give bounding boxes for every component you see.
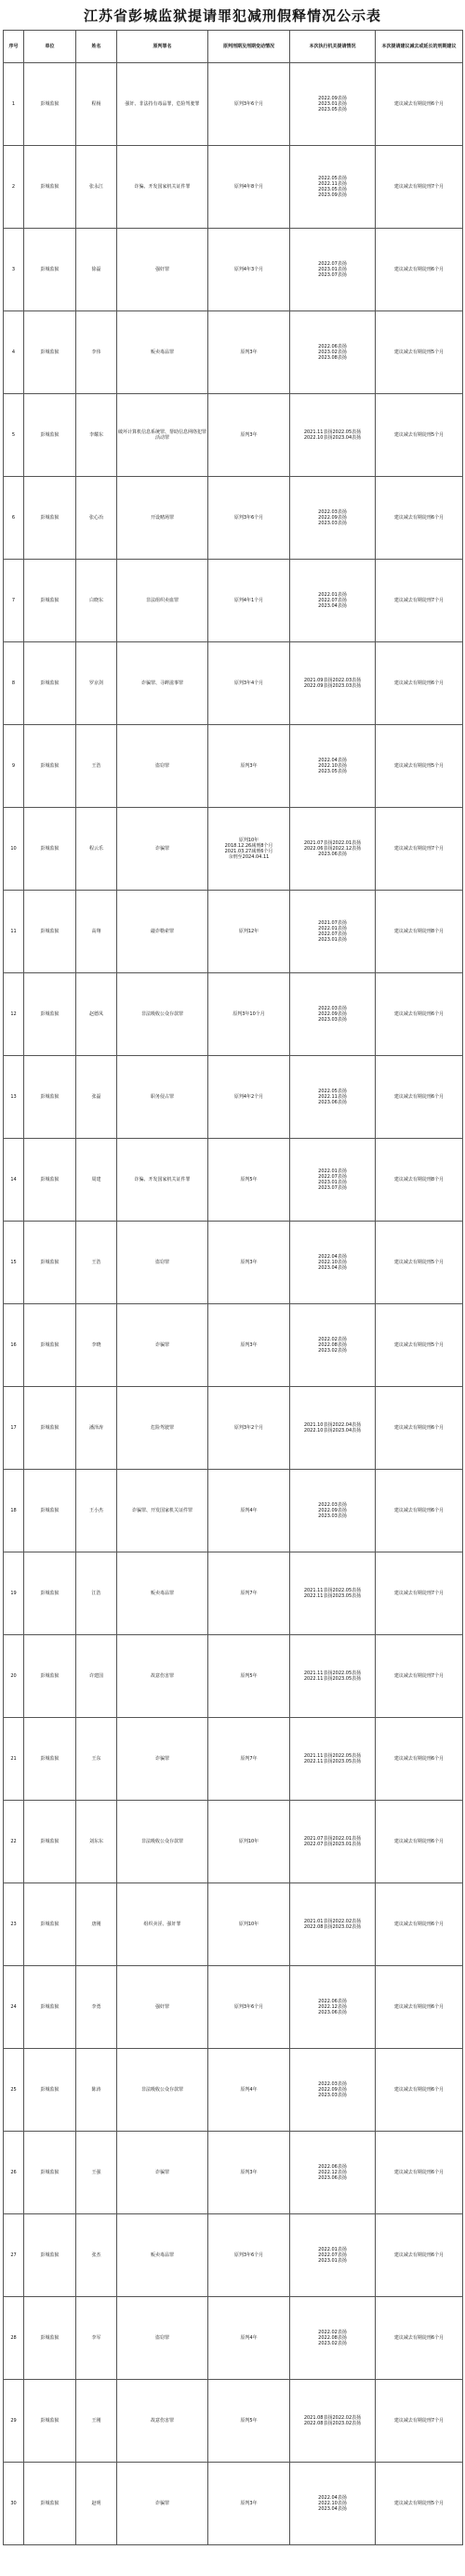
cell-index: 14	[4, 1139, 24, 1222]
cell-unit: 彭城监狱	[24, 63, 76, 146]
cell-name: 赵德凤	[76, 973, 117, 1056]
cell-unit: 彭城监狱	[24, 1883, 76, 1966]
cell-name: 张心冶	[76, 477, 117, 560]
cell-crime: 危险驾驶罪	[117, 1387, 208, 1470]
cell-sentence: 原判4年	[208, 2049, 290, 2132]
cell-suggestion: 建议减去有期徒刑5个月	[376, 725, 463, 808]
cell-crime: 诈骗罪	[117, 1304, 208, 1387]
cell-suggestion: 建议减去有期徒刑5个月	[376, 1222, 463, 1304]
cell-unit: 彭城监狱	[24, 560, 76, 642]
cell-crime: 诈骗、开发国家机关证件罪	[117, 146, 208, 229]
cell-index: 11	[4, 891, 24, 973]
cell-execution: 2022.06表扬 2023.02表扬 2023.08表扬	[290, 311, 376, 394]
cell-crime: 职务侵占罪	[117, 1056, 208, 1139]
cell-index: 30	[4, 2463, 24, 2545]
cell-unit: 彭城监狱	[24, 1801, 76, 1883]
table-row	[4, 2214, 463, 2297]
table-row	[4, 2463, 463, 2545]
cell-name: 高翔	[76, 891, 117, 973]
cell-suggestion: 建议减去有期徒刑6个月	[376, 1801, 463, 1883]
cell-crime: 故意伤害罪	[117, 1635, 208, 1718]
cell-name: 李晓	[76, 1304, 117, 1387]
cell-suggestion: 建议减去有期徒刑6个月	[376, 1470, 463, 1552]
cell-crime: 盗窃罪	[117, 725, 208, 808]
cell-execution: 2021.11表扬2022.05表扬 2022.11表扬2023.05表扬	[290, 1635, 376, 1718]
page-title: 江苏省彭城监狱提请罪犯减刑假释情况公示表	[83, 7, 381, 24]
cell-crime: 贩卖毒品罪	[117, 1552, 208, 1635]
cell-sentence: 原判7年	[208, 1552, 290, 1635]
cell-name: 王东	[76, 1718, 117, 1801]
cell-suggestion: 建议减去有期徒刑6个月	[376, 63, 463, 146]
cell-suggestion: 建议减去有期徒刑6个月	[376, 2214, 463, 2297]
cell-crime: 诈骗罪	[117, 808, 208, 891]
table-body	[4, 63, 463, 2545]
cell-name: 王强	[76, 2132, 117, 2214]
cell-index: 24	[4, 1966, 24, 2049]
cell-unit: 彭城监狱	[24, 1718, 76, 1801]
cell-unit: 彭城监狱	[24, 1056, 76, 1139]
cell-sentence: 原判3年	[208, 394, 290, 477]
cell-crime: 强奸罪	[117, 229, 208, 311]
cell-index: 3	[4, 229, 24, 311]
cell-name: 李勇	[76, 1966, 117, 2049]
cell-suggestion: 建议减去有期徒刑5个月	[376, 311, 463, 394]
table-row	[4, 146, 463, 229]
cell-execution: 2022.03表扬 2022.09表扬 2023.03表扬	[290, 477, 376, 560]
cell-sentence: 原判4年8个月	[208, 146, 290, 229]
cell-suggestion: 建议减去有期徒刑7个月	[376, 2380, 463, 2463]
cell-index: 23	[4, 1883, 24, 1966]
cell-crime: 破坏计算机信息系统罪、帮助信息网络犯罪活动罪	[117, 394, 208, 477]
cell-index: 21	[4, 1718, 24, 1801]
cell-suggestion: 建议减去有期徒刑7个月	[376, 1552, 463, 1635]
cell-suggestion: 建议减去有期徒刑5个月	[376, 2463, 463, 2545]
cell-unit: 彭城监狱	[24, 1222, 76, 1304]
cell-sentence: 原判3年	[208, 1304, 290, 1387]
cell-sentence: 原判4年1个月	[208, 560, 290, 642]
cell-unit: 彭城监狱	[24, 2297, 76, 2380]
table-row	[4, 642, 463, 725]
cell-unit: 彭城监狱	[24, 477, 76, 560]
cell-unit: 彭城监狱	[24, 808, 76, 891]
cell-suggestion: 建议减去有期徒刑7个月	[376, 1635, 463, 1718]
cell-index: 27	[4, 2214, 24, 2297]
cell-unit: 彭城监狱	[24, 2380, 76, 2463]
cell-execution: 2022.03表扬 2022.09表扬 2023.03表扬	[290, 973, 376, 1056]
cell-sentence: 原判3年6个月	[208, 477, 290, 560]
cell-execution: 2021.11表扬2022.05表扬 2022.11表扬2023.05表扬	[290, 1718, 376, 1801]
cell-name: 李耀东	[76, 394, 117, 477]
cell-sentence: 原判10年	[208, 1883, 290, 1966]
cell-crime: 诈骗罪	[117, 1718, 208, 1801]
cell-execution: 2021.07表扬2022.01表扬 2022.07表扬2023.01表扬	[290, 1801, 376, 1883]
cell-suggestion: 建议减去有期徒刑6个月	[376, 2049, 463, 2132]
cell-sentence: 原判5年	[208, 2380, 290, 2463]
cell-index: 29	[4, 2380, 24, 2463]
cell-unit: 彭城监狱	[24, 146, 76, 229]
cell-sentence: 原判12年	[208, 891, 290, 973]
cell-crime: 非法吸收公众存款罪	[117, 1801, 208, 1883]
cell-name: 白晓东	[76, 560, 117, 642]
cell-suggestion: 建议减去有期徒刑6个月	[376, 2297, 463, 2380]
cell-sentence: 原判3年	[208, 725, 290, 808]
cell-crime: 敲诈勒索罪	[117, 891, 208, 973]
table-row	[4, 1222, 463, 1304]
cell-crime: 诈骗罪	[117, 2132, 208, 2214]
cell-sentence: 原判5年	[208, 1635, 290, 1718]
cell-unit: 彭城监狱	[24, 2049, 76, 2132]
cell-execution: 2022.01表扬 2022.07表扬 2023.01表扬	[290, 2214, 376, 2297]
cell-crime: 贩卖毒品罪	[117, 2214, 208, 2297]
table-row	[4, 63, 463, 146]
cell-execution: 2021.08表扬2022.02表扬 2022.08表扬2023.02表扬	[290, 2380, 376, 2463]
cell-sentence: 原判3年	[208, 1222, 290, 1304]
cell-execution: 2022.04表扬 2022.10表扬 2023.04表扬	[290, 2463, 376, 2545]
cell-crime: 贩卖毒品罪	[117, 311, 208, 394]
cell-index: 12	[4, 973, 24, 1056]
cell-execution: 2022.05表扬 2022.11表扬 2023.05表扬 2023.09表扬	[290, 146, 376, 229]
cell-index: 8	[4, 642, 24, 725]
cell-name: 王浩	[76, 725, 117, 808]
table-row	[4, 1387, 463, 1470]
table-row	[4, 1470, 463, 1552]
table-row	[4, 229, 463, 311]
cell-execution: 2022.09表扬 2023.01表扬 2023.05表扬	[290, 63, 376, 146]
cell-unit: 彭城监狱	[24, 973, 76, 1056]
cell-index: 1	[4, 63, 24, 146]
table-row	[4, 394, 463, 477]
header-unit: 单位	[24, 31, 76, 63]
cell-suggestion: 建议减去有期徒刑6个月	[376, 1883, 463, 1966]
cell-sentence: 原判3年	[208, 311, 290, 394]
cell-index: 18	[4, 1470, 24, 1552]
table-row	[4, 725, 463, 808]
table-row	[4, 2132, 463, 2214]
cell-unit: 彭城监狱	[24, 891, 76, 973]
cell-name: 许建国	[76, 1635, 117, 1718]
cell-name: 张磊	[76, 1056, 117, 1139]
cell-crime: 盗窃罪	[117, 2297, 208, 2380]
cell-name: 徐磊	[76, 229, 117, 311]
cell-suggestion: 建议减去有期徒刑6个月	[376, 229, 463, 311]
cell-sentence: 原判5年	[208, 1139, 290, 1222]
cell-crime: 强奸罪	[117, 1966, 208, 2049]
cell-unit: 彭城监狱	[24, 229, 76, 311]
header-index: 序号	[4, 31, 24, 63]
table-row	[4, 891, 463, 973]
cell-index: 5	[4, 394, 24, 477]
cell-crime: 盗窃罪	[117, 1222, 208, 1304]
cell-execution: 2022.06表扬 2022.12表扬 2023.06表扬	[290, 2132, 376, 2214]
cell-execution: 2021.11表扬2022.05表扬 2022.11表扬2023.05表扬	[290, 1552, 376, 1635]
cell-suggestion: 建议减去有期徒刑5个月	[376, 1304, 463, 1387]
cell-crime: 非法吸收公众存款罪	[117, 2049, 208, 2132]
cell-suggestion: 建议减去有期徒刑6个月	[376, 642, 463, 725]
cell-unit: 彭城监狱	[24, 1966, 76, 2049]
cell-name: 唐刚	[76, 1883, 117, 1966]
cell-unit: 彭城监狱	[24, 2463, 76, 2545]
cell-execution: 2022.04表扬 2022.10表扬 2023.04表扬	[290, 1222, 376, 1304]
cell-name: 王小杰	[76, 1470, 117, 1552]
cell-suggestion: 建议减去有期徒刑6个月	[376, 1718, 463, 1801]
cell-unit: 彭城监狱	[24, 1470, 76, 1552]
cell-name: 李伟	[76, 311, 117, 394]
cell-sentence: 原判4年	[208, 1470, 290, 1552]
table-row	[4, 311, 463, 394]
cell-execution: 2022.03表扬 2022.09表扬 2023.03表扬	[290, 2049, 376, 2132]
cell-index: 22	[4, 1801, 24, 1883]
cell-name: 张永江	[76, 146, 117, 229]
cell-execution: 2022.02表扬 2022.08表扬 2023.02表扬	[290, 1304, 376, 1387]
cell-index: 13	[4, 1056, 24, 1139]
cell-unit: 彭城监狱	[24, 2214, 76, 2297]
table-row	[4, 1304, 463, 1387]
cell-name: 刘东东	[76, 1801, 117, 1883]
cell-name: 李军	[76, 2297, 117, 2380]
cell-index: 2	[4, 146, 24, 229]
header-row	[4, 31, 463, 63]
cell-execution: 2022.06表扬 2022.12表扬 2023.06表扬	[290, 1966, 376, 2049]
table-row	[4, 2297, 463, 2380]
cell-index: 10	[4, 808, 24, 891]
table-row	[4, 1883, 463, 1966]
cell-sentence: 原判4年3个月	[208, 229, 290, 311]
cell-unit: 彭城监狱	[24, 1552, 76, 1635]
cell-name: 赵明	[76, 2463, 117, 2545]
cell-suggestion: 建议减去有期徒刑6个月	[376, 1387, 463, 1470]
cell-execution: 2021.07表扬 2022.01表扬 2022.07表扬 2023.01表扬	[290, 891, 376, 973]
cell-sentence: 原判4年	[208, 2297, 290, 2380]
cell-suggestion: 建议减去有期徒刑7个月	[376, 808, 463, 891]
cell-unit: 彭城监狱	[24, 1387, 76, 1470]
cell-suggestion: 建议减去有期徒刑8个月	[376, 1139, 463, 1222]
cell-index: 7	[4, 560, 24, 642]
table-row	[4, 973, 463, 1056]
cell-execution: 2021.01表扬2022.02表扬 2022.08表扬2023.02表扬	[290, 1883, 376, 1966]
cell-unit: 彭城监狱	[24, 394, 76, 477]
cell-crime: 诈骗、开发国家机关证件罪	[117, 1139, 208, 1222]
cell-index: 19	[4, 1552, 24, 1635]
cell-name: 潘泽涛	[76, 1387, 117, 1470]
cell-execution: 2021.07表扬2022.01表扬 2022.06表扬2022.12表扬 2023.06表扬	[290, 808, 376, 891]
cell-unit: 彭城监狱	[24, 1635, 76, 1718]
cell-crime: 诈骗罪	[117, 2463, 208, 2545]
cell-suggestion: 建议减去有期徒刑6个月	[376, 973, 463, 1056]
cell-execution: 2022.05表扬 2022.11表扬 2023.06表扬	[290, 1056, 376, 1139]
cell-suggestion: 建议减去有期徒刑6个月	[376, 1056, 463, 1139]
cell-unit: 彭城监狱	[24, 1304, 76, 1387]
cell-unit: 彭城监狱	[24, 1139, 76, 1222]
cell-crime: 故意伤害罪	[117, 2380, 208, 2463]
cell-unit: 彭城监狱	[24, 725, 76, 808]
cell-execution: 2022.03表扬 2022.09表扬 2023.03表扬	[290, 1470, 376, 1552]
cell-name: 张杰	[76, 2214, 117, 2297]
cell-execution: 2022.04表扬 2022.10表扬 2023.05表扬	[290, 725, 376, 808]
cell-sentence: 原判3年6个月	[208, 2214, 290, 2297]
cell-name: 罗京剑	[76, 642, 117, 725]
cell-unit: 彭城监狱	[24, 311, 76, 394]
table-row	[4, 1966, 463, 2049]
cell-index: 16	[4, 1304, 24, 1387]
cell-crime: 强奸、非法持有毒品罪，危险驾驶罪	[117, 63, 208, 146]
cell-unit: 彭城监狱	[24, 2132, 76, 2214]
cell-suggestion: 建议减去有期徒刑6个月	[376, 1966, 463, 2049]
cell-name: 周建	[76, 1139, 117, 1222]
cell-sentence: 原判3年10个月	[208, 973, 290, 1056]
table-row	[4, 808, 463, 891]
cell-sentence: 原判3年4个月	[208, 642, 290, 725]
cell-execution: 2021.10表扬2022.04表扬 2022.10表扬2023.04表扬	[290, 1387, 376, 1470]
cell-index: 15	[4, 1222, 24, 1304]
cell-sentence: 原判3年	[208, 2132, 290, 2214]
cell-execution: 2021.11表扬2022.05表扬 2022.10表扬2023.04表扬	[290, 394, 376, 477]
cell-sentence: 原判3年6个月	[208, 63, 290, 146]
cell-crime: 非法吸收公众存款罪	[117, 973, 208, 1056]
cell-execution: 2022.02表扬 2022.08表扬 2023.02表扬	[290, 2297, 376, 2380]
header-name: 姓名	[76, 31, 117, 63]
cell-name: 江浩	[76, 1552, 117, 1635]
table-row	[4, 2049, 463, 2132]
header-suggestion: 本次提请建议减去或延长的刑期建议	[376, 31, 463, 63]
cell-name: 程云乐	[76, 808, 117, 891]
cell-suggestion: 建议减去有期徒刑7个月	[376, 146, 463, 229]
cell-sentence: 原判3年2个月	[208, 1387, 290, 1470]
cell-index: 9	[4, 725, 24, 808]
cell-suggestion: 建议减去有期徒刑6个月	[376, 2132, 463, 2214]
cell-sentence: 原判10年	[208, 1801, 290, 1883]
cell-execution: 2022.07表扬 2023.01表扬 2023.07表扬	[290, 229, 376, 311]
data-table	[3, 30, 463, 2545]
table-row	[4, 1801, 463, 1883]
cell-name: 程杨	[76, 63, 117, 146]
table-row	[4, 1056, 463, 1139]
cell-crime: 诈骗罪、寻衅滋事罪	[117, 642, 208, 725]
cell-index: 28	[4, 2297, 24, 2380]
cell-unit: 彭城监狱	[24, 642, 76, 725]
cell-sentence: 原判3年	[208, 2463, 290, 2545]
cell-name: 王刚	[76, 2380, 117, 2463]
table-row	[4, 560, 463, 642]
cell-index: 25	[4, 2049, 24, 2132]
cell-crime: 非法组织卖血罪	[117, 560, 208, 642]
cell-execution: 2021.09表扬2022.03表扬 2022.09表扬2023.03表扬	[290, 642, 376, 725]
cell-name: 陈涛	[76, 2049, 117, 2132]
cell-sentence: 原判7年	[208, 1718, 290, 1801]
table-row	[4, 1635, 463, 1718]
cell-suggestion: 建议减去有期徒刑5个月	[376, 394, 463, 477]
cell-crime: 组织卖淫、强奸罪	[117, 1883, 208, 1966]
header-crime: 原判罪名	[117, 31, 208, 63]
cell-crime: 开设赌场罪	[117, 477, 208, 560]
table-row	[4, 1139, 463, 1222]
cell-sentence: 原判3年6个月	[208, 1966, 290, 2049]
cell-sentence: 原判4年2个月	[208, 1056, 290, 1139]
cell-suggestion: 建议减去有期徒刑7个月	[376, 560, 463, 642]
header-execution: 本次执行机关提请情况	[290, 31, 376, 63]
header-sentence: 原判刑期及刑期变动情况	[208, 31, 290, 63]
cell-index: 26	[4, 2132, 24, 2214]
cell-crime: 诈骗罪、开发国家机关证件罪	[117, 1470, 208, 1552]
cell-name: 王浩	[76, 1222, 117, 1304]
table-row	[4, 2380, 463, 2463]
cell-sentence: 原判10年 2018.12.26减刑8个月 2021.03.27减刑6个月 余刑至2024.04.11	[208, 808, 290, 891]
cell-suggestion: 建议减去有期徒刑8个月	[376, 891, 463, 973]
table-row	[4, 1552, 463, 1635]
table-row	[4, 477, 463, 560]
table-row	[4, 1718, 463, 1801]
cell-index: 17	[4, 1387, 24, 1470]
cell-execution: 2022.01表扬 2022.07表扬 2023.04表扬	[290, 560, 376, 642]
cell-suggestion: 建议减去有期徒刑6个月	[376, 477, 463, 560]
cell-execution: 2022.01表扬 2022.07表扬 2023.01表扬 2023.07表扬	[290, 1139, 376, 1222]
cell-index: 4	[4, 311, 24, 394]
cell-index: 20	[4, 1635, 24, 1718]
cell-index: 6	[4, 477, 24, 560]
